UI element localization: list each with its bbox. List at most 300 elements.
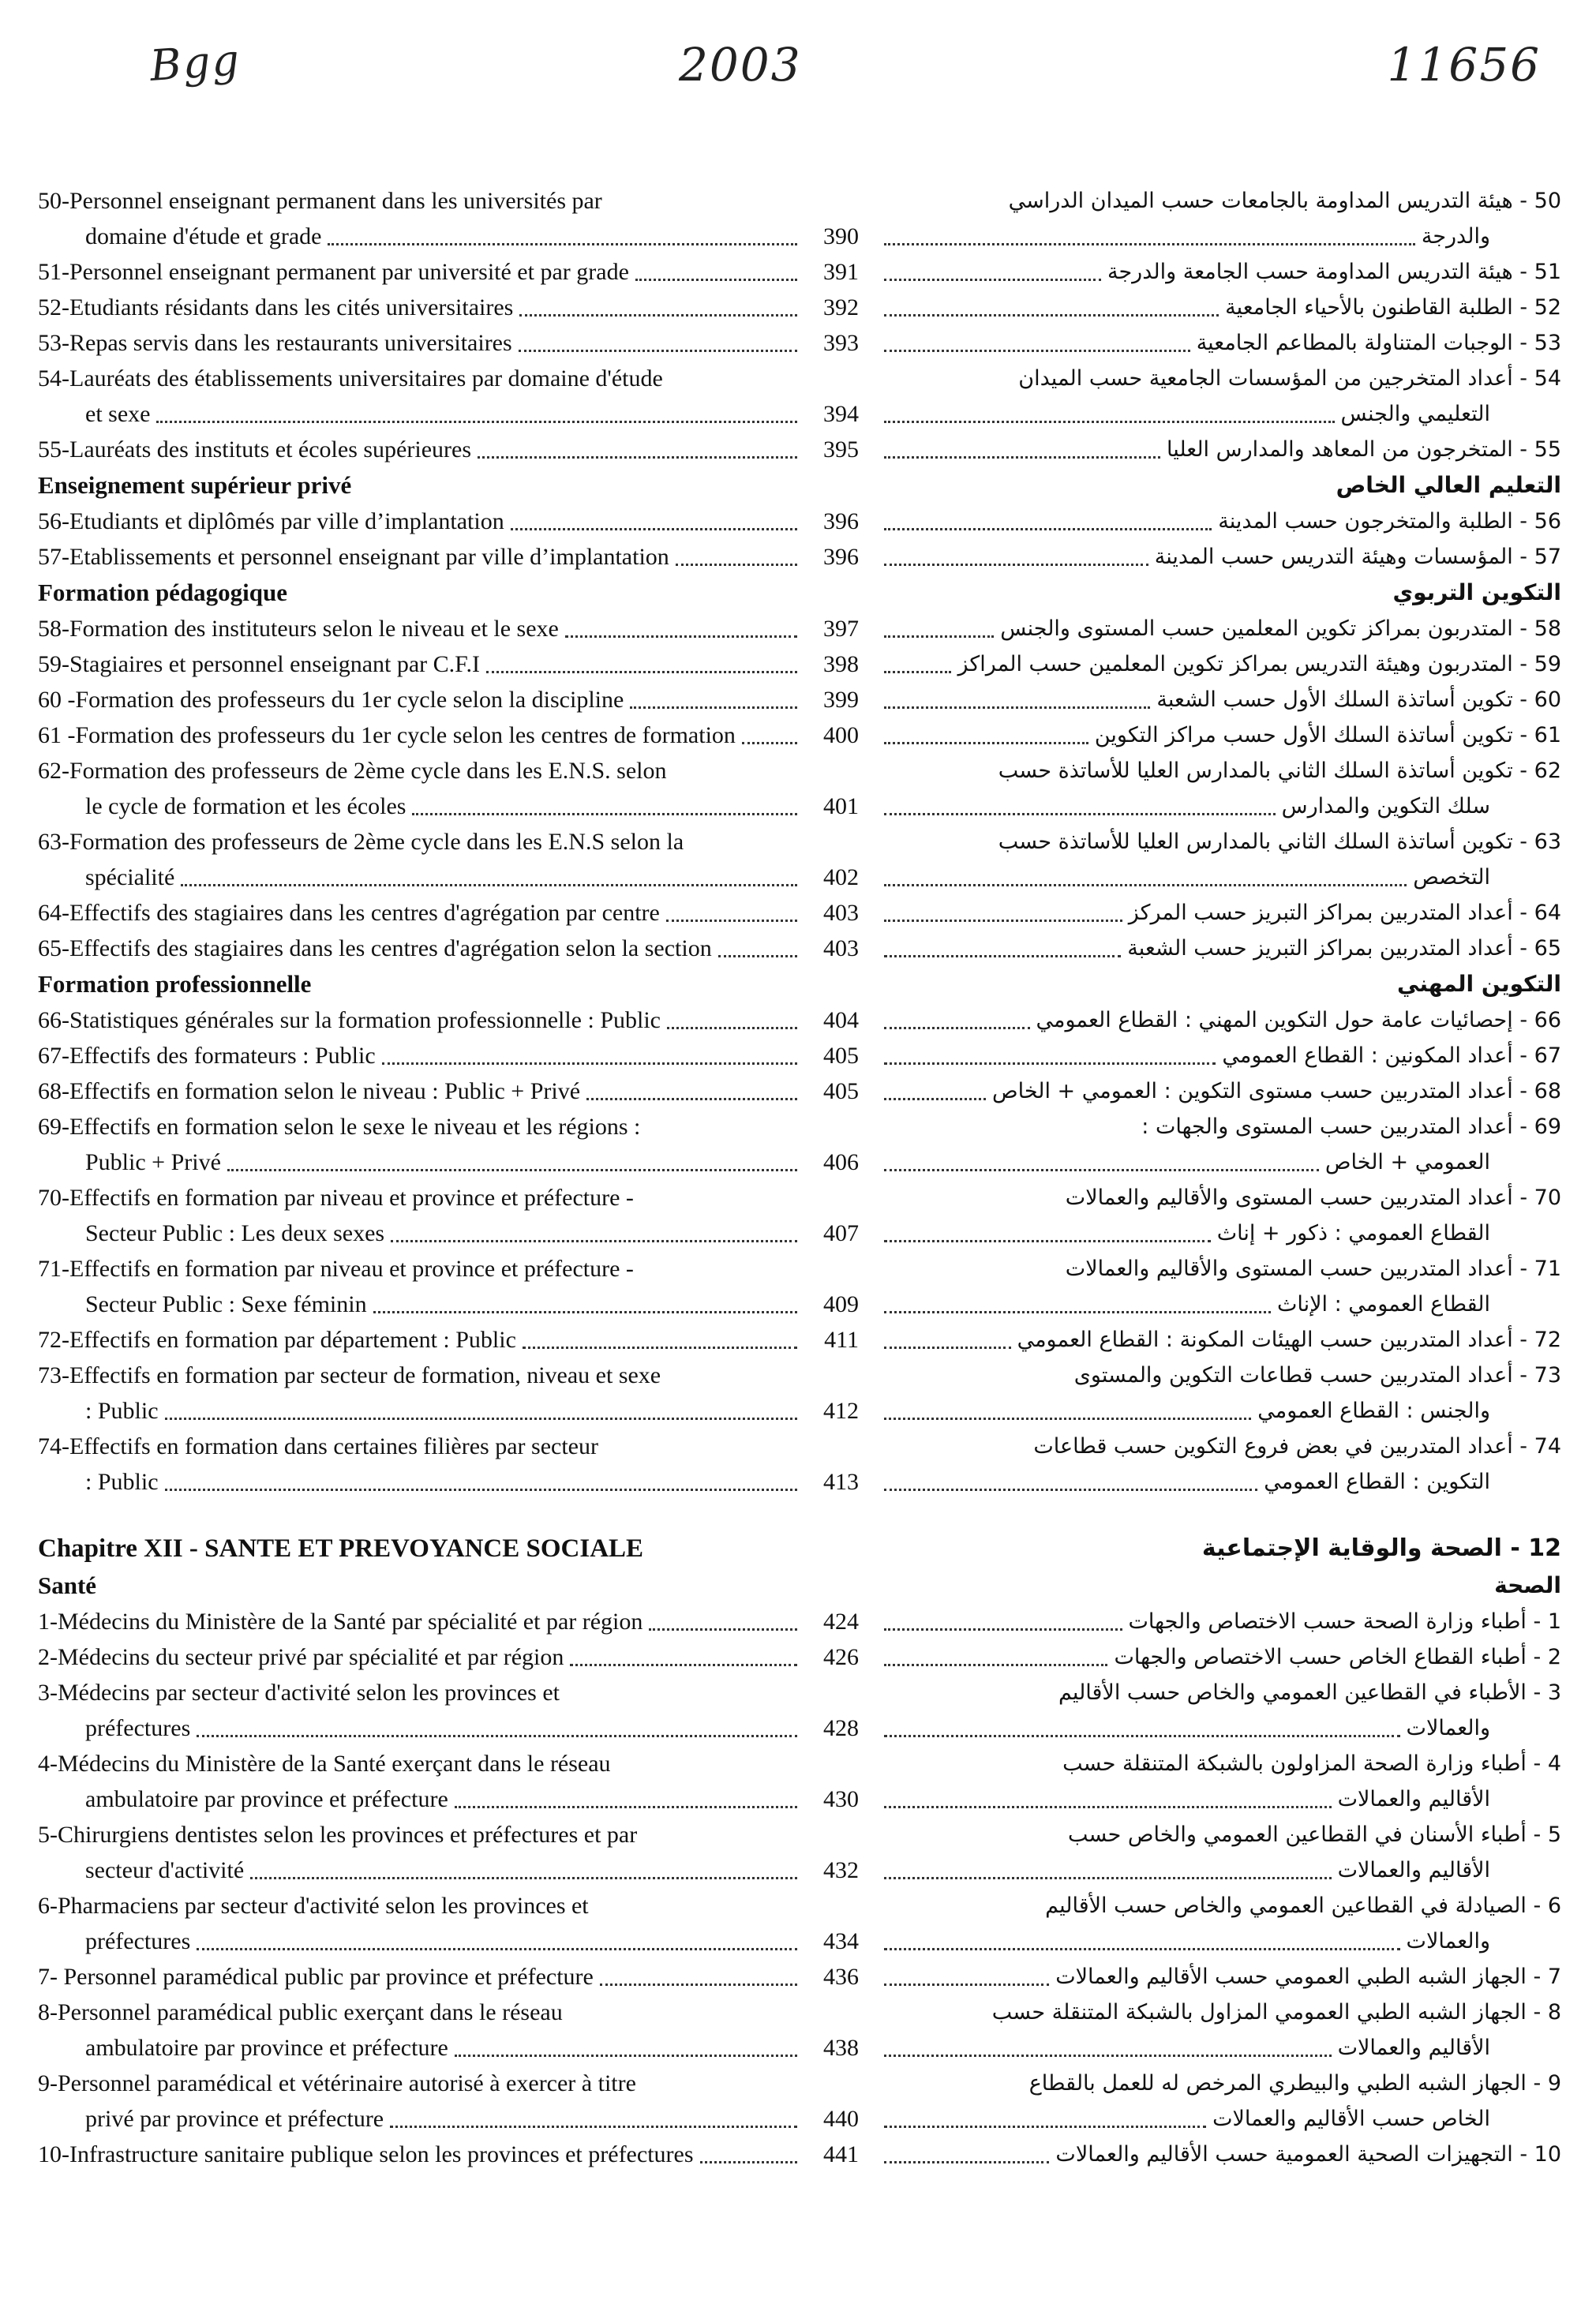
dot-leader: [227, 1169, 797, 1171]
dot-leader: [511, 528, 797, 530]
dot-leader: [666, 920, 797, 922]
entry-title: 57-Etablissements et personnel enseignant par ville d’implantation: [38, 544, 669, 570]
dot-leader: [884, 314, 1219, 317]
dot-leader: [884, 243, 1415, 245]
fr-toc-entry: [38, 2137, 859, 2172]
dot-leader: [884, 1062, 1216, 1065]
entry-title: 69 - أعداد المتدربين حسب المستوى والجهات :: [1141, 1114, 1561, 1139]
entry-title-continued: Secteur Public : Sexe féminin: [85, 1291, 367, 1317]
ar-toc-entry: [878, 1109, 1561, 1180]
dot-leader: [884, 1311, 1271, 1313]
dot-leader: [197, 1735, 797, 1737]
entry-title-continued: : Public: [85, 1469, 159, 1495]
ar-toc-entry: [878, 1322, 1561, 1358]
ar-toc-entry: [878, 2066, 1561, 2137]
fr-toc-entry: [38, 931, 859, 966]
entry-title: 5 - أطباء الأسنان في القطاعين العمومي والخاص حسب: [1068, 1822, 1561, 1847]
entry-title: 2-Médecins du secteur privé par spécialité et par région: [38, 1644, 564, 1670]
entry-title: 2 - أطباء القطاع الخاص حسب الاختصاص والجهات: [1114, 1645, 1561, 1669]
ar-toc-entry: [878, 824, 1561, 895]
fr-toc-entry: [38, 183, 859, 254]
ar-toc-entry: [878, 1639, 1561, 1675]
dot-leader: [884, 456, 1160, 459]
entry-title-continued: le cycle de formation et les écoles: [85, 793, 406, 819]
dot-leader: [884, 1877, 1332, 1879]
entry-page-number: 407: [823, 1220, 859, 1246]
entry-page-number: 436: [823, 1964, 859, 1990]
dot-leader: [165, 1418, 797, 1420]
entry-title: 6-Pharmaciens par secteur d'activité selon les provinces et: [38, 1893, 589, 1919]
dot-leader: [700, 2161, 797, 2163]
entry-title: 53-Repas servis dans les restaurants universitaires: [38, 330, 512, 356]
dot-leader: [884, 2055, 1332, 2057]
fr-toc-entry: [38, 539, 859, 575]
fr-toc-entry: [38, 290, 859, 325]
entry-title: 61 -Formation des professeurs du 1er cycle selon les centres de formation: [38, 722, 736, 748]
fr-toc-entry: [38, 753, 859, 824]
fr-section-vocational-training: Formation professionnelle: [38, 970, 312, 998]
entry-title: 59-Stagiaires et personnel enseignant par C.F.I: [38, 651, 480, 677]
ar-toc-entry: [878, 504, 1561, 539]
entry-title-continued: privé par province et préfecture: [85, 2106, 384, 2132]
dot-leader: [718, 955, 797, 957]
dot-leader: [884, 1489, 1257, 1491]
entry-title-continued: التعليمي والجنس: [1340, 402, 1490, 426]
fr-section-pedagogical-training: Formation pédagogique: [38, 579, 288, 606]
entry-page-number: 411: [824, 1327, 859, 1353]
dot-leader: [523, 1347, 797, 1349]
entry-page-number: 434: [823, 1928, 859, 1954]
entry-title: 66-Statistiques générales sur la formation professionnelle : Public: [38, 1007, 661, 1033]
ar-group-d: [878, 1002, 1561, 1500]
ar-toc-entry: [878, 1959, 1561, 1995]
entry-title: 74-Effectifs en formation dans certaines filières par secteur: [38, 1433, 598, 1459]
entry-title-continued: القطاع العمومي : ذكور + إناث: [1216, 1221, 1490, 1246]
entry-page-number: 440: [823, 2106, 859, 2132]
fr-toc-entry: [38, 682, 859, 717]
entry-page-number: 391: [823, 259, 859, 285]
dot-leader: [884, 1347, 1011, 1349]
ar-section-private-higher-education: التعليم العالي الخاص: [1336, 472, 1561, 498]
fr-toc-entry: [38, 895, 859, 931]
entry-page-number: 396: [823, 508, 859, 534]
entry-title: 65 - أعداد المتدربين بمراكز التبريز حسب الشعبة: [1127, 936, 1561, 961]
entry-page-number: 404: [823, 1007, 859, 1033]
entry-page-number: 438: [823, 2035, 859, 2061]
entry-title: 58 - المتدربون بمراكز تكوين المعلمين حسب المستوى والجنس: [1000, 616, 1561, 641]
fr-section-health: Santé: [38, 1571, 97, 1599]
entry-title: 67 - أعداد المكونين : القطاع العمومي: [1222, 1043, 1561, 1068]
dot-leader: [250, 1877, 797, 1879]
entry-title: 54 - أعداد المتخرجين من المؤسسات الجامعية حسب الميدان: [1018, 366, 1561, 391]
entry-title: 74 - أعداد المتدربين في بعض فروع التكوين حسب قطاعات: [1033, 1434, 1561, 1459]
dot-leader: [884, 1948, 1400, 1950]
dot-leader: [586, 1098, 797, 1100]
entry-title: 60 - تكوين أساتذة السلك الأول حسب الشعبة: [1156, 687, 1561, 712]
dot-leader: [649, 1628, 797, 1631]
entry-title: 72-Effectifs en formation par département : Public: [38, 1327, 516, 1353]
dot-leader: [486, 671, 797, 673]
entry-title: 1-Médecins du Ministère de la Santé par spécialité et par région: [38, 1609, 643, 1635]
entry-title-continued: spécialité: [85, 864, 175, 890]
ar-toc-entry: [878, 717, 1561, 753]
entry-title-continued: Public + Privé: [85, 1149, 221, 1175]
dot-leader: [630, 706, 797, 709]
ar-toc-entry: [878, 1675, 1561, 1746]
entry-title: 68 - أعداد المتدربين حسب مستوى التكوين : العمومي + الخاص: [991, 1079, 1561, 1103]
dot-leader: [412, 813, 797, 815]
fr-toc-entry: [38, 1995, 859, 2066]
fr-toc-entry: [38, 1358, 859, 1429]
fr-toc-entry: [38, 1888, 859, 1959]
ar-toc-entry: [878, 1358, 1561, 1429]
ar-group-e: [878, 1604, 1561, 2172]
entry-page-number: 424: [823, 1609, 859, 1635]
entry-title: 55 - المتخرجون من المعاهد والمدارس العليا: [1166, 437, 1561, 462]
entry-page-number: 399: [823, 687, 859, 713]
dot-leader: [884, 528, 1212, 530]
entry-page-number: 412: [823, 1398, 859, 1424]
entry-title-continued: والعمالات: [1406, 1716, 1490, 1740]
dot-leader: [884, 2161, 1049, 2163]
dot-leader: [884, 1027, 1030, 1029]
dot-leader: [884, 421, 1335, 423]
fr-group-e: [38, 1604, 859, 2172]
entry-title: 52-Etudiants résidants dans les cités universitaires: [38, 294, 514, 320]
dot-leader: [884, 1628, 1122, 1631]
fr-toc-entry: [38, 1038, 859, 1073]
ar-toc-entry: [878, 183, 1561, 254]
entry-title: 71 - أعداد المتدربين حسب المستوى والأقاليم والعمالات: [1065, 1257, 1561, 1281]
entry-title-continued: ambulatoire par province et préfecture: [85, 2035, 448, 2061]
entry-title: 63-Formation des professeurs de 2ème cycle dans les E.N.S selon la: [38, 829, 684, 855]
entry-title: 6 - الصيادلة في القطاعين العمومي والخاص حسب الأقاليم: [1045, 1894, 1561, 1918]
ar-toc-entry: [878, 1888, 1561, 1959]
entry-title: 62 - تكوين أساتذة السلك الثاني بالمدارس العليا للأساتذة حسب: [998, 759, 1561, 783]
ar-group-b: [878, 504, 1561, 575]
entry-page-number: 402: [823, 864, 859, 890]
entry-title: 64-Effectifs des stagiaires dans les centres d'agrégation par centre: [38, 900, 660, 926]
arabic-table-of-contents: [878, 183, 1561, 2172]
entry-title: 4-Médecins du Ministère de la Santé exerçant dans le réseau: [38, 1751, 611, 1777]
entry-title: 67-Effectifs des formateurs : Public: [38, 1043, 376, 1069]
fr-toc-entry: [38, 1746, 859, 1817]
entry-page-number: 393: [823, 330, 859, 356]
fr-toc-entry: [38, 2066, 859, 2137]
entry-title: 56 - الطلبة والمتخرجون حسب المدينة: [1218, 509, 1561, 534]
entry-title: 9 - الجهاز الشبه الطبي والبيطري المرخص له للعمل بالقطاع: [1028, 2071, 1561, 2096]
entry-page-number: 405: [823, 1078, 859, 1104]
ar-toc-entry: [878, 931, 1561, 966]
fr-toc-entry: [38, 1604, 859, 1639]
entry-page-number: 432: [823, 1857, 859, 1883]
entry-page-number: 392: [823, 294, 859, 320]
ar-toc-entry: [878, 1746, 1561, 1817]
entry-title: 10-Infrastructure sanitaire publique selon les provinces et préfectures: [38, 2141, 694, 2167]
fr-group-a: [38, 183, 859, 467]
fr-toc-entry: [38, 1109, 859, 1180]
entry-title: 64 - أعداد المتدربين بمراكز التبريز حسب المركز: [1128, 901, 1561, 925]
ar-toc-entry: [878, 1073, 1561, 1109]
fr-group-b: [38, 504, 859, 575]
entry-title-continued: سلك التكوين والمدارس: [1281, 794, 1490, 818]
entry-title-continued: والجنس : القطاع العمومي: [1257, 1399, 1490, 1423]
entry-title: 73-Effectifs en formation par secteur de formation, niveau et sexe: [38, 1362, 661, 1388]
entry-title: 73 - أعداد المتدربين حسب قطاعات التكوين والمستوى: [1073, 1363, 1561, 1388]
entry-title: 63 - تكوين أساتذة السلك الثاني بالمدارس العليا للأساتذة حسب: [998, 830, 1561, 854]
ar-toc-entry: [878, 682, 1561, 717]
ar-toc-entry: [878, 361, 1561, 432]
fr-toc-entry: [38, 1675, 859, 1746]
entry-title: 56-Etudiants et diplômés par ville d’implantation: [38, 508, 504, 534]
ar-section-pedagogical-training: التكوين التربوي: [1392, 579, 1561, 605]
entry-title-continued: والدرجة: [1421, 224, 1490, 249]
dot-leader: [519, 314, 797, 317]
entry-title: 3-Médecins par secteur d'activité selon les provinces et: [38, 1680, 560, 1706]
handwritten-annotation-left: Bgg: [148, 35, 242, 91]
dot-leader: [328, 243, 797, 245]
entry-title: 3 - الأطباء في القطاعين العمومي والخاص حسب الأقاليم: [1058, 1680, 1561, 1705]
entry-page-number: 394: [823, 401, 859, 427]
entry-title-continued: الأقاليم والعمالات: [1337, 2036, 1490, 2060]
dot-leader: [519, 350, 797, 352]
entry-page-number: 430: [823, 1786, 859, 1812]
dot-leader: [884, 350, 1190, 352]
dot-leader: [884, 635, 994, 638]
entry-title: 60 -Formation des professeurs du 1er cycle selon la discipline: [38, 687, 624, 713]
entry-title: 53 - الوجبات المتناولة بالمطاعم الجامعية: [1196, 331, 1561, 355]
handwritten-annotation-number: 11656: [1387, 38, 1541, 92]
dot-leader: [455, 2055, 797, 2057]
entry-title: 50 - هيئة التدريس المداومة بالجامعات حسب الميدان الدراسي: [1008, 189, 1561, 213]
entry-page-number: 397: [823, 616, 859, 642]
entry-title: 1 - أطباء وزارة الصحة حسب الاختصاص والجهات: [1128, 1609, 1561, 1634]
entry-title-continued: domaine d'étude et grade: [85, 223, 322, 249]
ar-chapter-heading: 12 - الصحة والوقاية الإجتماعية: [1201, 1534, 1561, 1562]
ar-toc-entry: [878, 1429, 1561, 1500]
entry-title: 8 - الجهاز الشبه الطبي العمومي المزاول بالشبكة المتنقلة حسب: [991, 2000, 1561, 2025]
dot-leader: [884, 279, 1101, 281]
dot-leader: [570, 1664, 797, 1666]
entry-page-number: 403: [823, 900, 859, 926]
entry-title: 69-Effectifs en formation selon le sexe le niveau et les régions :: [38, 1114, 641, 1140]
entry-title: 4 - أطباء وزارة الصحة المزاولون بالشبكة المتنقلة حسب: [1062, 1751, 1561, 1776]
ar-toc-entry: [878, 290, 1561, 325]
dot-leader: [884, 706, 1150, 709]
dot-leader: [884, 920, 1122, 922]
fr-section-private-higher-education: Enseignement supérieur privé: [38, 471, 352, 499]
entry-title: 7 - الجهاز الشبه الطبي العمومي حسب الأقاليم والعمالات: [1055, 1965, 1561, 1989]
dot-leader: [676, 564, 797, 566]
entry-title-continued: préfectures: [85, 1715, 191, 1741]
entry-title-continued: القطاع العمومي : الإناث: [1276, 1292, 1490, 1317]
dot-leader: [884, 564, 1148, 566]
ar-section-vocational-training: التكوين المهني: [1397, 971, 1561, 997]
dot-leader: [197, 1948, 797, 1950]
fr-toc-entry: [38, 1959, 859, 1995]
ar-toc-entry: [878, 1604, 1561, 1639]
entry-page-number: 398: [823, 651, 859, 677]
entry-title-continued: Secteur Public : Les deux sexes: [85, 1220, 385, 1246]
entry-page-number: 413: [823, 1469, 859, 1495]
dot-leader: [373, 1311, 797, 1313]
ar-group-a: [878, 183, 1561, 467]
fr-toc-entry: [38, 254, 859, 290]
fr-toc-entry: [38, 1251, 859, 1322]
dot-leader: [884, 813, 1276, 815]
entry-title: 68-Effectifs en formation selon le niveau : Public + Privé: [38, 1078, 581, 1104]
ar-toc-entry: [878, 1995, 1561, 2066]
dot-leader: [742, 742, 797, 744]
ar-toc-entry: [878, 1038, 1561, 1073]
entry-title: 59 - المتدربون وهيئة التدريس بمراكز تكوين المعلمين حسب المراكز: [957, 652, 1561, 676]
dot-leader: [884, 742, 1088, 744]
entry-title-continued: الأقاليم والعمالات: [1337, 1787, 1490, 1811]
dot-leader: [884, 1983, 1049, 1986]
fr-group-d: [38, 1002, 859, 1500]
ar-toc-entry: [878, 611, 1561, 646]
entry-title: 71-Effectifs en formation par niveau et province et préfecture -: [38, 1256, 634, 1282]
fr-chapter-heading: Chapitre XII - SANTE ET PREVOYANCE SOCIALE: [38, 1534, 644, 1563]
ar-toc-entry: [878, 1002, 1561, 1038]
entry-page-number: 390: [823, 223, 859, 249]
entry-title-continued: الخاص حسب الأقاليم والعمالات: [1212, 2107, 1490, 2131]
dot-leader: [667, 1027, 797, 1029]
fr-toc-entry: [38, 824, 859, 895]
fr-toc-entry: [38, 646, 859, 682]
dot-leader: [181, 884, 797, 886]
dot-leader: [600, 1983, 797, 1986]
dot-leader: [884, 1098, 986, 1100]
dot-leader: [884, 2126, 1206, 2128]
entry-page-number: 409: [823, 1291, 859, 1317]
ar-toc-entry: [878, 753, 1561, 824]
fr-toc-entry: [38, 432, 859, 467]
fr-toc-entry: [38, 717, 859, 753]
entry-page-number: 426: [823, 1644, 859, 1670]
ar-toc-entry: [878, 254, 1561, 290]
dot-leader: [478, 456, 797, 459]
entry-page-number: 400: [823, 722, 859, 748]
fr-toc-entry: [38, 1817, 859, 1888]
dot-leader: [884, 1240, 1211, 1242]
entry-page-number: 406: [823, 1149, 859, 1175]
entry-title: 66 - إحصائيات عامة حول التكوين المهني : القطاع العمومي: [1036, 1008, 1561, 1032]
entry-page-number: 441: [823, 2141, 859, 2167]
fr-toc-entry: [38, 1180, 859, 1251]
ar-toc-entry: [878, 325, 1561, 361]
entry-title-continued: ambulatoire par province et préfecture: [85, 1786, 448, 1812]
entry-title: 58-Formation des instituteurs selon le niveau et le sexe: [38, 616, 559, 642]
ar-toc-entry: [878, 1180, 1561, 1251]
entry-page-number: 396: [823, 544, 859, 570]
entry-title: 54-Lauréats des établissements universitaires par domaine d'étude: [38, 365, 663, 391]
fr-toc-entry: [38, 1002, 859, 1038]
dot-leader: [884, 955, 1121, 957]
entry-title: 70 - أعداد المتدربين حسب المستوى والأقاليم والعمالات: [1065, 1186, 1561, 1210]
entry-title: 61 - تكوين أساتذة السلك الأول حسب مراكز التكوين: [1094, 723, 1561, 747]
entry-page-number: 401: [823, 793, 859, 819]
dot-leader: [382, 1062, 797, 1065]
entry-title: 50-Personnel enseignant permanent dans les universités par: [38, 188, 602, 214]
ar-toc-entry: [878, 539, 1561, 575]
ar-toc-entry: [878, 432, 1561, 467]
entry-title-continued: والعمالات: [1406, 1929, 1490, 1954]
dot-leader: [884, 671, 951, 673]
entry-title: 62-Formation des professeurs de 2ème cycle dans les E.N.S. selon: [38, 758, 667, 784]
entry-title: 51-Personnel enseignant permanent par université et par grade: [38, 259, 629, 285]
entry-title: 51 - هيئة التدريس المداومة حسب الجامعة والدرجة: [1107, 260, 1561, 284]
entry-title-continued: التكوين : القطاع العمومي: [1264, 1470, 1490, 1494]
dot-leader: [391, 1240, 797, 1242]
handwritten-annotation-year: 2003: [679, 38, 802, 92]
entry-title: 70-Effectifs en formation par niveau et province et préfecture -: [38, 1185, 634, 1211]
ar-section-health: الصحة: [1494, 1572, 1561, 1598]
entry-page-number: 395: [823, 436, 859, 463]
ar-toc-entry: [878, 2137, 1561, 2172]
entry-title-continued: : Public: [85, 1398, 159, 1424]
dot-leader: [390, 2126, 797, 2128]
ar-toc-entry: [878, 1251, 1561, 1322]
fr-toc-entry: [38, 1073, 859, 1109]
entry-title: 7- Personnel paramédical public par province et préfecture: [38, 1964, 594, 1990]
ar-toc-entry: [878, 1817, 1561, 1888]
entry-title: 57 - المؤسسات وهيئة التدريس حسب المدينة: [1154, 545, 1561, 569]
fr-toc-entry: [38, 1322, 859, 1358]
entry-title-continued: secteur d'activité: [85, 1857, 245, 1883]
entry-title: 9-Personnel paramédical et vétérinaire autorisé à exercer à titre: [38, 2070, 636, 2096]
dot-leader: [156, 421, 797, 423]
entry-page-number: 428: [823, 1715, 859, 1741]
fr-group-c: [38, 611, 859, 966]
dot-leader: [884, 1169, 1319, 1171]
entry-title: 55-Lauréats des instituts et écoles supérieures: [38, 436, 471, 463]
entry-title: 52 - الطلبة القاطنون بالأحياء الجامعية: [1225, 295, 1561, 320]
dot-leader: [635, 279, 797, 281]
fr-toc-entry: [38, 1639, 859, 1675]
entry-page-number: 403: [823, 935, 859, 961]
entry-title: 8-Personnel paramédical public exerçant dans le réseau: [38, 1999, 563, 2025]
fr-toc-entry: [38, 504, 859, 539]
entry-title: 5-Chirurgiens dentistes selon les provinces et préfectures et par: [38, 1822, 638, 1848]
ar-toc-entry: [878, 646, 1561, 682]
entry-title-continued: الأقاليم والعمالات: [1337, 1858, 1490, 1882]
entry-title-continued: التخصص: [1413, 865, 1490, 890]
ar-toc-entry: [878, 895, 1561, 931]
entry-title: 65-Effectifs des stagiaires dans les centres d'agrégation selon la section: [38, 935, 712, 961]
entry-title-continued: préfectures: [85, 1928, 191, 1954]
dot-leader: [884, 1735, 1400, 1737]
dot-leader: [884, 1806, 1332, 1808]
fr-toc-entry: [38, 325, 859, 361]
french-table-of-contents: [38, 183, 859, 2172]
dot-leader: [455, 1806, 797, 1808]
fr-toc-entry: [38, 1429, 859, 1500]
dot-leader: [884, 884, 1407, 886]
entry-title-continued: العمومي + الخاص: [1324, 1150, 1490, 1174]
dot-leader: [884, 1664, 1107, 1666]
dot-leader: [165, 1489, 797, 1491]
fr-toc-entry: [38, 611, 859, 646]
dot-leader: [565, 635, 797, 638]
entry-title-continued: et sexe: [85, 401, 151, 427]
entry-title: 72 - أعداد المتدربين حسب الهيئات المكونة : القطاع العمومي: [1017, 1328, 1561, 1352]
entry-title: 10 - التجهيزات الصحية العمومية حسب الأقاليم والعمالات: [1055, 2142, 1561, 2167]
dot-leader: [884, 1418, 1251, 1420]
fr-toc-entry: [38, 361, 859, 432]
ar-group-c: [878, 611, 1561, 966]
entry-page-number: 405: [823, 1043, 859, 1069]
